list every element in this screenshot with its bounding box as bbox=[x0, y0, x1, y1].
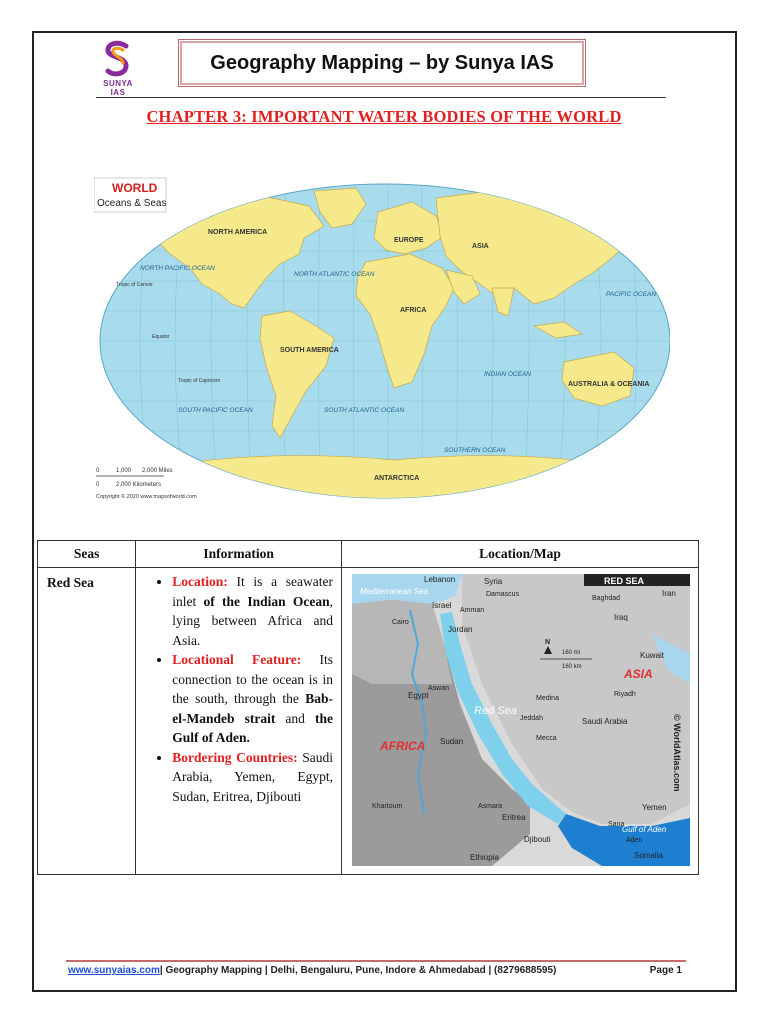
page-number: Page 1 bbox=[649, 965, 682, 976]
svg-text:Israel: Israel bbox=[431, 601, 452, 610]
map-badge-title: WORLD bbox=[112, 181, 158, 195]
svg-text:Jeddah: Jeddah bbox=[519, 715, 543, 722]
label-asia: ASIA bbox=[472, 243, 489, 250]
info-bordering: • Bordering Countries: Saudi Arabia, Yemen, Egypt, Sudan, Eritrea, Djibouti bbox=[172, 748, 333, 807]
label-red-sea: Red Sea bbox=[473, 705, 517, 717]
svg-text:Kuwait: Kuwait bbox=[639, 651, 664, 660]
label-equator: Equator bbox=[152, 334, 170, 340]
svg-text:Iraq: Iraq bbox=[613, 613, 628, 622]
svg-text:0: 0 bbox=[96, 482, 100, 488]
svg-text:Somalia: Somalia bbox=[633, 851, 663, 860]
info-location: • Location: It is a seawater inlet of the Indian Ocean, lying between Africa and Asia. bbox=[172, 572, 333, 650]
svg-text:1,000: 1,000 bbox=[116, 468, 132, 474]
world-map bbox=[94, 176, 670, 502]
svg-text:Damascus: Damascus bbox=[485, 591, 520, 598]
svg-text:160 km: 160 km bbox=[561, 664, 582, 670]
svg-text:Eritrea: Eritrea bbox=[501, 813, 526, 822]
svg-text:Sana: Sana bbox=[607, 821, 625, 828]
table-row bbox=[38, 568, 699, 875]
svg-text:2,000 Miles: 2,000 Miles bbox=[142, 468, 173, 474]
label-pacific-ocean: PACIFIC OCEAN bbox=[606, 291, 657, 298]
svg-text:Egypt: Egypt bbox=[407, 691, 429, 700]
sunya-logo-icon bbox=[101, 40, 135, 78]
label-tropic-cancer: Tropic of Cancer bbox=[116, 282, 153, 288]
document-title: Geography Mapping – by Sunya IAS bbox=[210, 51, 554, 74]
svg-text:Aden: Aden bbox=[625, 837, 643, 844]
map-scale bbox=[96, 468, 197, 500]
footer bbox=[68, 965, 682, 976]
svg-text:N: N bbox=[544, 639, 551, 646]
sea-name: Red Sea bbox=[47, 575, 94, 590]
footer-website-link[interactable]: www.sunyaias.com bbox=[68, 965, 160, 976]
label-north-atlantic: NORTH ATLANTIC OCEAN bbox=[294, 271, 375, 278]
svg-text:Mecca: Mecca bbox=[535, 735, 557, 742]
label-tropic-capricorn: Tropic of Capricorn bbox=[178, 378, 221, 384]
svg-text:Medina: Medina bbox=[535, 695, 559, 702]
svg-text:160 mi: 160 mi bbox=[561, 650, 580, 656]
header-information: Information bbox=[136, 541, 342, 568]
svg-text:2,000 Kilometers: 2,000 Kilometers bbox=[116, 482, 162, 488]
svg-text:Saudi Arabia: Saudi Arabia bbox=[581, 717, 628, 726]
title-box bbox=[180, 41, 584, 85]
label-africa-region: AFRICA bbox=[379, 739, 426, 753]
label-north-pacific: NORTH PACIFIC OCEAN bbox=[140, 265, 215, 272]
label-africa: AFRICA bbox=[400, 307, 427, 314]
svg-text:Iran: Iran bbox=[661, 589, 676, 598]
sea-cell bbox=[38, 568, 136, 875]
label-asia-region: ASIA bbox=[623, 667, 653, 681]
map-badge-subtitle: Oceans & Seas bbox=[97, 198, 167, 209]
red-sea-badge: RED SEA bbox=[603, 576, 644, 586]
label-south-america: SOUTH AMERICA bbox=[280, 347, 339, 354]
worldatlas-watermark: © WorldAtlas.com bbox=[671, 714, 682, 792]
label-australia: AUSTRALIA & OCEANIA bbox=[568, 381, 650, 388]
label-south-pacific: SOUTH PACIFIC OCEAN bbox=[178, 407, 253, 414]
svg-text:Jordan: Jordan bbox=[447, 625, 473, 634]
svg-text:Yemen: Yemen bbox=[641, 803, 667, 812]
svg-text:Ethiopia: Ethiopia bbox=[469, 853, 499, 862]
header-location: Location/Map bbox=[341, 541, 698, 568]
svg-text:Asmara: Asmara bbox=[477, 803, 503, 810]
svg-text:Syria: Syria bbox=[483, 577, 503, 586]
info-cell bbox=[136, 568, 342, 875]
sunya-logo bbox=[96, 40, 140, 97]
svg-text:Djibouti: Djibouti bbox=[523, 835, 551, 844]
svg-text:Riyadh: Riyadh bbox=[613, 691, 636, 698]
info-feature: • Locational Feature: Its connection to the ocean is in the south, through the Bab-el-Mandeb strait and the Gulf of Aden. bbox=[172, 650, 333, 748]
svg-text:Cairo: Cairo bbox=[391, 619, 409, 626]
info-table bbox=[37, 540, 699, 875]
label-southern-ocean: SOUTHERN OCEAN bbox=[444, 447, 506, 454]
footer-text: | Geography Mapping | Delhi, Bengaluru, Pune, Indore & Ahmedabad | (8279688595) bbox=[159, 965, 557, 976]
table-header-row bbox=[38, 541, 699, 568]
label-europe: EUROPE bbox=[394, 237, 424, 244]
svg-text:Baghdad: Baghdad bbox=[591, 595, 621, 602]
label-indian-ocean: INDIAN OCEAN bbox=[484, 371, 531, 378]
map-cell bbox=[341, 568, 698, 875]
svg-text:Aswan: Aswan bbox=[427, 685, 449, 692]
svg-text:0: 0 bbox=[96, 468, 100, 474]
label-mediterranean: Mediterranean Sea bbox=[359, 587, 429, 596]
map-copyright: Copyright © 2020 www.mapsofworld.com bbox=[96, 494, 197, 500]
header-rule bbox=[96, 97, 666, 98]
label-north-america: NORTH AMERICA bbox=[208, 229, 268, 236]
svg-text:Lebanon: Lebanon bbox=[423, 575, 456, 584]
footer-rule bbox=[66, 960, 686, 962]
logo-text: SUNYA IAS bbox=[103, 79, 133, 97]
label-south-atlantic: SOUTH ATLANTIC OCEAN bbox=[324, 407, 405, 414]
label-antarctica: ANTARCTICA bbox=[374, 475, 420, 482]
svg-text:Khartoum: Khartoum bbox=[371, 803, 403, 810]
chapter-title: CHAPTER 3: IMPORTANT WATER BODIES OF THE WORLD bbox=[146, 107, 622, 126]
label-gulf-of-aden: Gulf of Aden bbox=[621, 825, 667, 834]
red-sea-map bbox=[352, 574, 690, 866]
header-seas: Seas bbox=[38, 541, 136, 568]
svg-text:Sudan: Sudan bbox=[439, 737, 464, 746]
svg-text:Amman: Amman bbox=[459, 607, 485, 614]
